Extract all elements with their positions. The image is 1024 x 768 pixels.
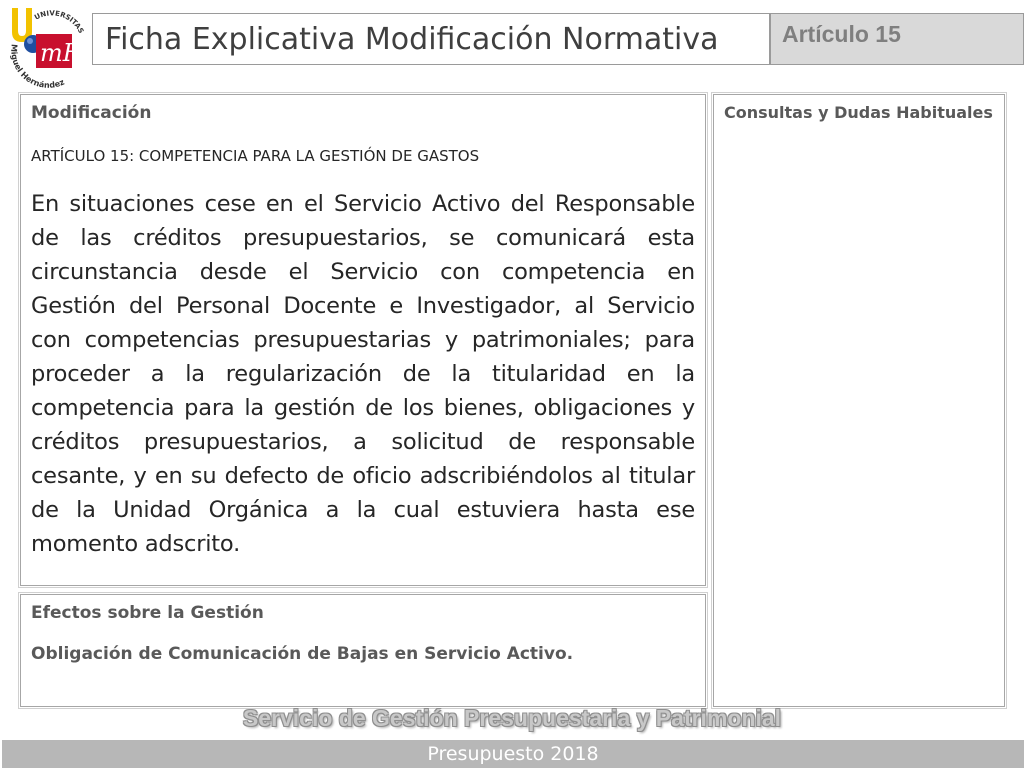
budget-label: Presupuesto 2018 bbox=[427, 743, 599, 765]
effects-panel bbox=[20, 594, 706, 707]
article-subtitle: ARTÍCULO 15: COMPETENCIA PARA LA GESTIÓN DE GASTOS bbox=[31, 147, 480, 165]
svg-text:UNIVERSITAS bbox=[33, 9, 85, 34]
logo-ring-text: Miguel Hernández bbox=[9, 43, 66, 90]
consultations-panel bbox=[713, 94, 1005, 707]
article-body-text: En situaciones cese en el Servicio Activo del Responsable de las créditos presupuestarios, se comunicará esta circunstancia desde el Servicio con competencia en Gestión del Personal Docente e Investigador, al Servicio con competencias presupuestarias y patrimoniales; para proceder a la regularización de la titularidad en la competencia para la gestión de los bienes, obligaciones y créditos presupuestarios, a solicitud de responsable cesante, y en su defecto de oficio adscribiéndolos al titular de la Unidad Orgánica a la cual estuviera hasta ese momento adscrito. bbox=[31, 191, 695, 557]
consultations-heading: Consultas y Dudas Habituales bbox=[724, 103, 993, 122]
effects-heading: Efectos sobre la Gestión bbox=[31, 603, 264, 623]
logo-arc-text: UNIVERSITAS bbox=[33, 9, 86, 35]
service-name: Servicio de Gestión Presupuestaria y Patrimonial bbox=[242, 705, 782, 731]
budget-footer-bar bbox=[2, 740, 1024, 768]
modification-panel bbox=[20, 94, 706, 586]
effects-text: Obligación de Comunicación de Bajas en Servicio Activo. bbox=[31, 644, 574, 664]
svg-text:mH: mH bbox=[40, 39, 84, 67]
university-logo-icon bbox=[6, 6, 90, 90]
article-badge: Artículo 15 bbox=[770, 13, 1024, 65]
modification-heading: Modificación bbox=[31, 103, 152, 123]
page-title: Ficha Explicativa Modificación Normativa bbox=[92, 13, 770, 65]
